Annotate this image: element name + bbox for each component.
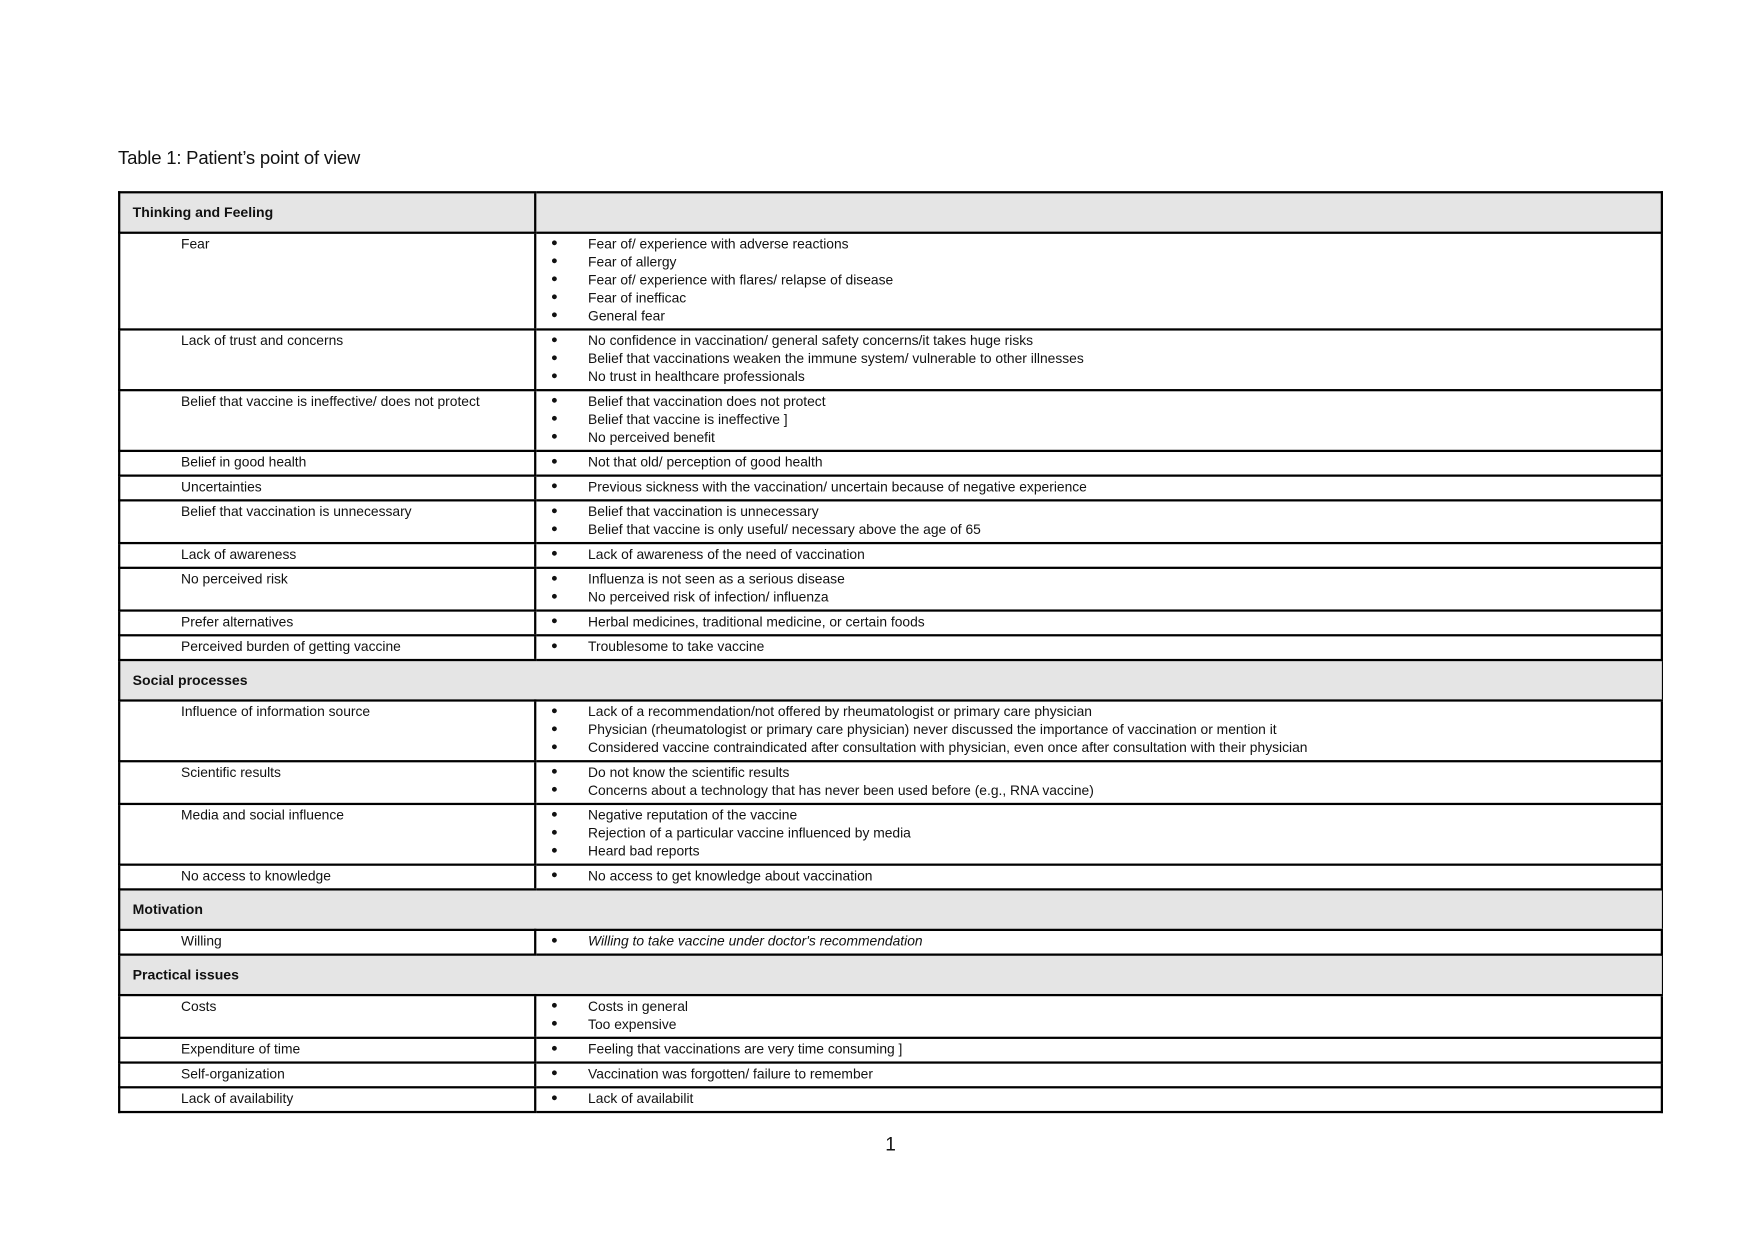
category-label: Fear (181, 236, 210, 252)
list-item (536, 932, 1660, 950)
table-row (119, 995, 1662, 1038)
items-cell (535, 761, 1662, 804)
list-item (536, 613, 1660, 631)
table-row (119, 568, 1662, 611)
bullet-list (536, 636, 1660, 658)
list-item (536, 1040, 1660, 1058)
bullet-list (536, 569, 1660, 609)
category-label: Belief in good health (181, 454, 307, 470)
bullet-list (536, 1039, 1660, 1061)
bullet-icon: ● (550, 869, 558, 882)
items-cell (535, 1063, 1662, 1088)
bullet-icon: ● (550, 740, 558, 754)
list-item-text: Troublesome to take vaccine (588, 638, 765, 655)
list-item-text: Fear of/ experience with adverse reactions (588, 236, 849, 252)
list-item (536, 739, 1660, 757)
bullet-list (536, 234, 1660, 328)
bullet-icon: ● (550, 333, 558, 347)
items-cell (535, 568, 1662, 611)
bullet-icon: ● (550, 844, 558, 857)
bullet-icon: ● (550, 826, 558, 839)
items-cell (535, 635, 1662, 660)
items-cell (535, 611, 1662, 636)
bullet-icon: ● (550, 590, 558, 603)
bullet-list (536, 501, 1660, 541)
list-item-text: Belief that vaccine is only useful/ necessary above the age of 65 (588, 521, 981, 538)
section-header-cell (119, 889, 1662, 929)
bullet-list (536, 762, 1660, 802)
table-row (119, 611, 1662, 636)
bullet-icon: ● (550, 1091, 558, 1105)
list-item-text: No trust in healthcare professionals (588, 368, 805, 385)
list-item (536, 410, 1660, 428)
table-row (119, 701, 1662, 762)
bullet-list (536, 477, 1660, 499)
table-row (119, 761, 1662, 804)
items-cell (535, 865, 1662, 890)
bullet-list (536, 702, 1660, 760)
category-cell (119, 995, 535, 1038)
bullet-icon: ● (550, 430, 558, 444)
section-header-empty-cell (535, 192, 1662, 232)
list-item-text: Lack of awareness of the need of vaccination (588, 546, 865, 563)
category-cell (119, 568, 535, 611)
list-item-text: Fear of inefficac (588, 290, 687, 306)
section-header-cell (119, 192, 535, 232)
category-cell (119, 1038, 535, 1063)
section-heading: Motivation (132, 901, 203, 918)
category-cell (119, 500, 535, 543)
list-item-text: Costs in general (588, 998, 688, 1015)
list-item-text: Belief that vaccine is ineffective ] (588, 411, 788, 428)
section-header-cell (119, 660, 1662, 700)
list-item (536, 588, 1660, 606)
category-cell (119, 635, 535, 660)
section-heading: Thinking and Feeling (132, 204, 274, 221)
category-cell (119, 804, 535, 865)
table-row (119, 930, 1662, 955)
section-header-row (119, 955, 1662, 995)
category-cell (119, 476, 535, 501)
list-item (536, 824, 1660, 842)
bullet-list (536, 996, 1660, 1036)
table-row (119, 476, 1662, 501)
section-header-row (119, 889, 1662, 929)
list-item (536, 307, 1660, 325)
list-item (536, 842, 1660, 860)
bullet-icon: ● (550, 273, 558, 286)
table-row (119, 804, 1662, 865)
category-cell (119, 451, 535, 476)
list-item (536, 368, 1660, 386)
list-item-text: Willing to take vaccine under doctor's recommendation (588, 933, 923, 949)
category-label: Lack of awareness (181, 546, 297, 563)
bullet-list (536, 544, 1660, 566)
bullet-icon: ● (550, 783, 558, 797)
list-item-text: No access to get knowledge about vaccination (588, 868, 873, 884)
list-item-text: Rejection of a particular vaccine influenced by media (588, 825, 911, 842)
list-item (536, 781, 1660, 799)
list-item (536, 997, 1660, 1015)
items-cell (535, 930, 1662, 955)
list-item (536, 570, 1660, 588)
bullet-list (536, 1088, 1660, 1110)
bullet-icon: ● (550, 504, 558, 518)
category-cell (119, 701, 535, 762)
category-label: Scientific results (181, 764, 281, 781)
category-label: Lack of availability (181, 1090, 294, 1107)
category-label: Prefer alternatives (181, 613, 294, 630)
list-item-text: Lack of availabilit (588, 1090, 694, 1107)
list-item (536, 806, 1660, 824)
bullet-icon: ● (550, 765, 558, 779)
items-cell (535, 701, 1662, 762)
list-item (536, 638, 1660, 656)
list-item-text: Vaccination was forgotten/ failure to remember (588, 1065, 873, 1082)
table-row (119, 635, 1662, 660)
list-item (536, 428, 1660, 446)
category-label: Lack of trust and concerns (181, 332, 344, 349)
list-item-text: Influenza is not seen as a serious disease (588, 571, 845, 587)
items-cell (535, 233, 1662, 330)
list-item (536, 521, 1660, 539)
list-item (536, 1090, 1660, 1108)
list-item-text: Belief that vaccinations weaken the immune system/ vulnerable to other illnesses (588, 350, 1084, 367)
category-label: Media and social influence (181, 807, 344, 824)
list-item-text: Concerns about a technology that has never been used before (e.g., RNA vaccine) (588, 782, 1094, 799)
list-item (536, 763, 1660, 781)
bullet-icon: ● (550, 934, 558, 947)
category-cell (119, 761, 535, 804)
bullet-icon: ● (550, 572, 558, 585)
category-label: Belief that vaccination is unnecessary (181, 503, 412, 520)
list-item (536, 332, 1660, 350)
bullet-list (536, 866, 1660, 888)
section-header-row (119, 660, 1662, 700)
category-label: Uncertainties (181, 478, 262, 495)
category-cell (119, 1063, 535, 1088)
bullet-icon: ● (550, 639, 558, 653)
list-item-text: Fear of allergy (588, 254, 677, 270)
items-cell (535, 500, 1662, 543)
category-label: Belief that vaccine is ineffective/ does not protect (181, 393, 480, 410)
bullet-icon: ● (550, 1017, 558, 1030)
list-item-text: Physician (rheumatologist or primary care physician) never discussed the importance of vaccination or mention it (588, 721, 1277, 738)
category-cell (119, 390, 535, 451)
list-item-text: Not that old/ perception of good health (588, 454, 823, 470)
bullet-icon: ● (550, 255, 558, 268)
table-row (119, 390, 1662, 451)
category-cell (119, 329, 535, 390)
list-item-text: Fear of/ experience with flares/ relapse of disease (588, 272, 894, 288)
bullet-icon: ● (550, 237, 558, 250)
table-row (119, 865, 1662, 890)
category-label: Willing (181, 933, 222, 949)
table-row (119, 1038, 1662, 1063)
bullet-list (536, 931, 1660, 953)
bullet-list (536, 805, 1660, 863)
list-item (536, 1015, 1660, 1033)
list-item-text: No perceived benefit (588, 429, 715, 446)
list-item-text: No perceived risk of infection/ influenza (588, 589, 829, 605)
category-cell (119, 930, 535, 955)
bullet-icon: ● (550, 1067, 558, 1080)
list-item-text: Heard bad reports (588, 843, 700, 860)
bullet-icon: ● (550, 547, 558, 560)
section-heading: Social processes (132, 672, 248, 689)
list-item-text: No confidence in vaccination/ general safety concerns/it takes huge risks (588, 332, 1034, 349)
bullet-list (536, 1064, 1660, 1086)
items-cell (535, 390, 1662, 451)
table-row (119, 543, 1662, 568)
category-cell (119, 233, 535, 330)
list-item-text: Too expensive (588, 1016, 677, 1033)
list-item (536, 503, 1660, 521)
items-cell (535, 1038, 1662, 1063)
list-item-text: General fear (588, 308, 665, 324)
category-label: Self-organization (181, 1065, 285, 1082)
list-item (536, 478, 1660, 496)
category-label: No perceived risk (181, 571, 288, 587)
list-item-text: Lack of a recommendation/not offered by rheumatologist or primary care physician (588, 703, 1092, 720)
list-item-text: Negative reputation of the vaccine (588, 807, 798, 824)
category-label: Perceived burden of getting vaccine (181, 638, 401, 655)
table-row (119, 1063, 1662, 1088)
list-item (536, 392, 1660, 410)
list-item (536, 1065, 1660, 1083)
list-item (536, 545, 1660, 563)
list-item (536, 253, 1660, 271)
bullet-list (536, 452, 1660, 474)
items-cell (535, 329, 1662, 390)
list-item-text: Do not know the scientific results (588, 764, 790, 781)
category-cell (119, 1087, 535, 1112)
list-item (536, 271, 1660, 289)
bullet-icon: ● (550, 480, 558, 493)
page-content (118, 147, 1663, 1156)
items-cell (535, 1087, 1662, 1112)
bullet-icon: ● (550, 455, 558, 468)
section-header-row (119, 192, 1662, 232)
category-label: Influence of information source (181, 703, 371, 720)
bullet-icon: ● (550, 309, 558, 322)
category-cell (119, 611, 535, 636)
list-item (536, 721, 1660, 739)
bullet-icon: ● (550, 522, 558, 536)
category-label: No access to knowledge (181, 868, 331, 884)
table-row (119, 329, 1662, 390)
bullet-icon: ● (550, 394, 558, 408)
list-item-text: Feeling that vaccinations are very time consuming ] (588, 1041, 903, 1057)
section-heading: Practical issues (132, 966, 239, 983)
bullet-icon: ● (550, 291, 558, 304)
category-label: Expenditure of time (181, 1041, 301, 1057)
category-cell (119, 543, 535, 568)
bullet-list (536, 331, 1660, 389)
list-item (536, 453, 1660, 471)
items-cell (535, 476, 1662, 501)
table-title: Table 1: Patient’s point of view (118, 148, 361, 169)
bullet-icon: ● (550, 351, 558, 365)
table-row (119, 451, 1662, 476)
items-cell (535, 804, 1662, 865)
patient-view-table (118, 191, 1663, 1113)
table-row (119, 233, 1662, 330)
bullet-icon: ● (550, 412, 558, 426)
list-item-text: Herbal medicines, traditional medicine, or certain foods (588, 613, 925, 630)
items-cell (535, 451, 1662, 476)
table-row (119, 1087, 1662, 1112)
category-label: Costs (181, 998, 217, 1015)
list-item (536, 235, 1660, 253)
category-cell (119, 865, 535, 890)
list-item-text: Belief that vaccination does not protect (588, 393, 826, 410)
list-item (536, 867, 1660, 885)
list-item-text: Previous sickness with the vaccination/ uncertain because of negative experience (588, 478, 1087, 495)
bullet-list (536, 612, 1660, 634)
items-cell (535, 543, 1662, 568)
table-row (119, 500, 1662, 543)
bullet-icon: ● (550, 808, 558, 821)
bullet-icon: ● (550, 704, 558, 718)
section-header-cell (119, 955, 1662, 995)
list-item (536, 350, 1660, 368)
page-number: 1 (885, 1133, 896, 1155)
items-cell (535, 995, 1662, 1038)
bullet-icon: ● (550, 722, 558, 736)
list-item (536, 289, 1660, 307)
list-item-text: Considered vaccine contraindicated after consultation with physician, even once after consultation with their physician (588, 739, 1308, 756)
bullet-icon: ● (550, 999, 558, 1012)
list-item-text: Belief that vaccination is unnecessary (588, 503, 819, 520)
bullet-icon: ● (550, 1042, 558, 1055)
list-item (536, 703, 1660, 721)
bullet-icon: ● (550, 369, 558, 383)
bullet-list (536, 391, 1660, 449)
bullet-icon: ● (550, 615, 558, 628)
